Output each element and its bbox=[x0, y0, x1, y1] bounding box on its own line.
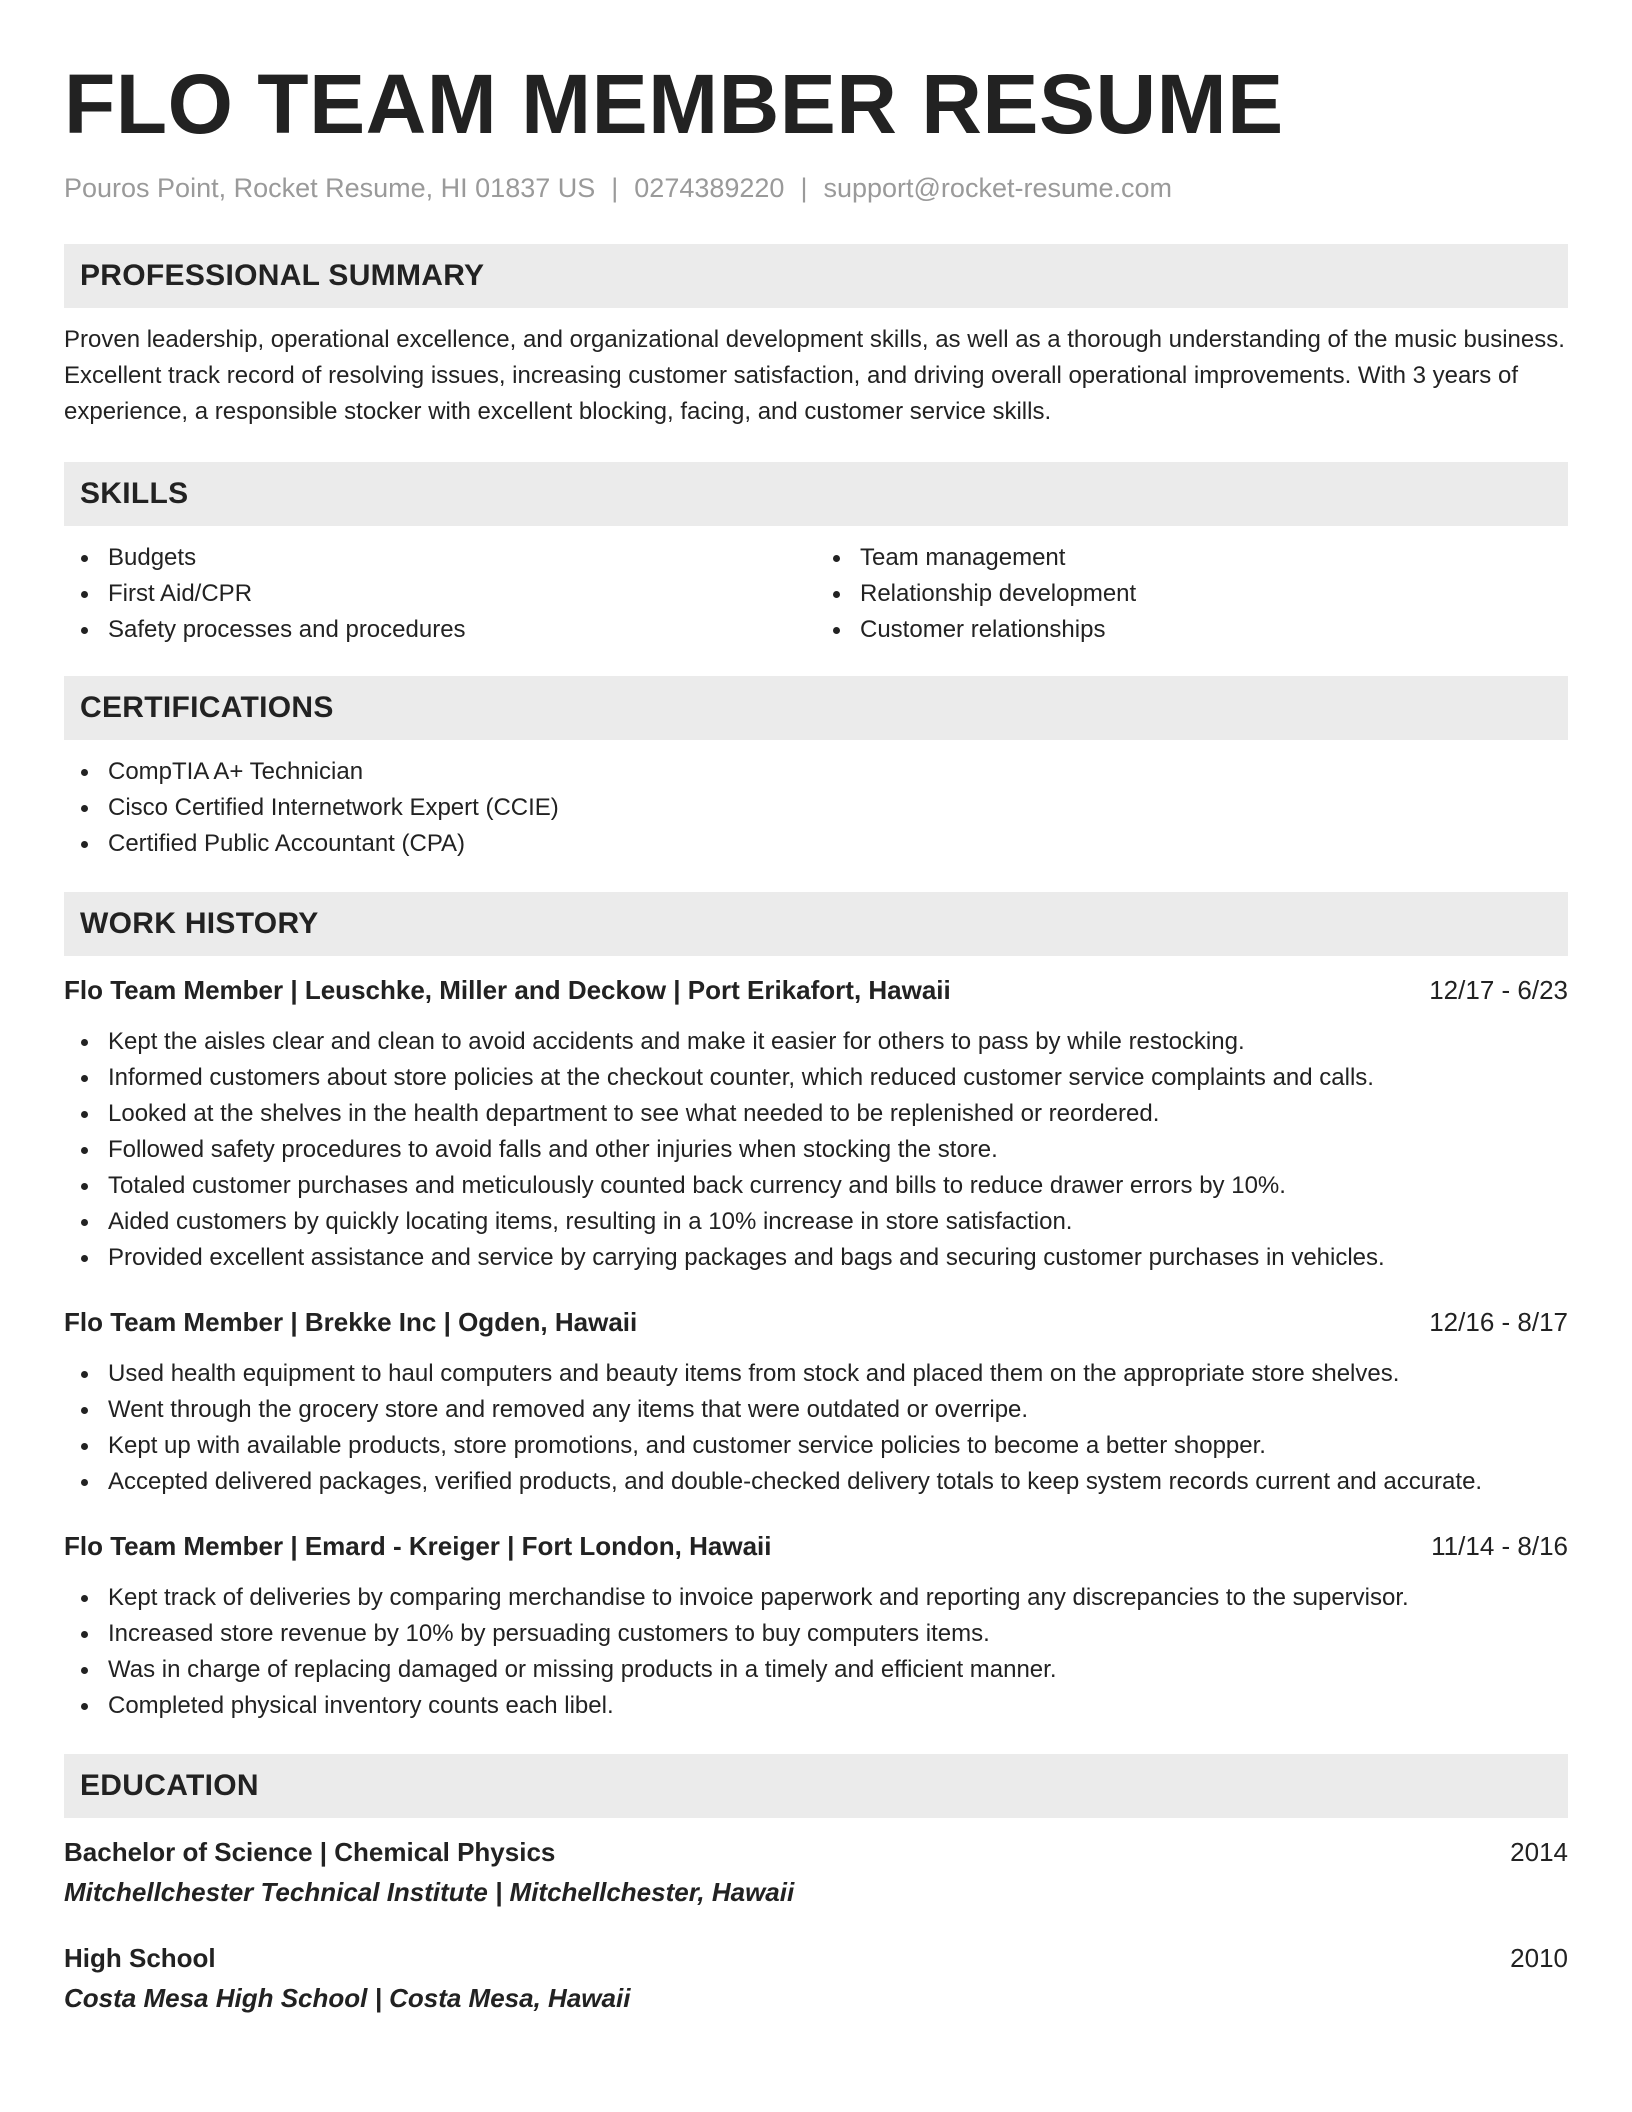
skill-item: Safety processes and procedures bbox=[64, 612, 816, 648]
education-degree: Bachelor of Science | Chemical Physics bbox=[64, 1837, 556, 1867]
job-bullets bbox=[64, 1580, 1568, 1724]
certifications-list bbox=[64, 754, 1568, 862]
job-bullet: Aided customers by quickly locating items, resulting in a 10% increase in store satisfaction. bbox=[64, 1204, 1568, 1240]
summary-text: Proven leadership, operational excellence, and organizational development skills, as well as a thorough understanding of the music business. Excellent track record of resolving issues, increasing customer satisfaction, and driving overall operational improvements. With 3 years of experience, a responsible stocker with excellent blocking, facing, and customer service skills. bbox=[64, 326, 1565, 425]
job-title: Flo Team Member | Emard - Kreiger | Fort London, Hawaii bbox=[64, 1531, 772, 1561]
skills-column-left bbox=[64, 540, 816, 648]
job-bullet: Completed physical inventory counts each libel. bbox=[64, 1688, 1568, 1724]
job-bullet: Was in charge of replacing damaged or missing products in a timely and efficient manner. bbox=[64, 1652, 1568, 1688]
skill-item: Budgets bbox=[64, 540, 816, 576]
job-bullet: Informed customers about store policies at the checkout counter, which reduced customer service complaints and calls. bbox=[64, 1060, 1568, 1096]
job-entry bbox=[64, 1528, 1568, 1724]
section-heading-work-history: WORK HISTORY bbox=[64, 892, 1568, 956]
job-entry bbox=[64, 972, 1568, 1276]
education-school: Mitchellchester Technical Institute | Mitchellchester, Hawaii bbox=[64, 1877, 795, 1907]
job-title: Flo Team Member | Brekke Inc | Ogden, Hawaii bbox=[64, 1307, 638, 1337]
certification-item: Cisco Certified Internetwork Expert (CCIE) bbox=[64, 790, 1568, 826]
certification-item: Certified Public Accountant (CPA) bbox=[64, 826, 1568, 862]
job-bullet: Kept track of deliveries by comparing merchandise to invoice paperwork and reporting any discrepancies to the supervisor. bbox=[64, 1580, 1568, 1616]
education-degree: High School bbox=[64, 1943, 216, 1973]
skills-column-right bbox=[816, 540, 1568, 648]
section-heading-summary: PROFESSIONAL SUMMARY bbox=[64, 244, 1568, 308]
contact-phone: 0274389220 bbox=[634, 173, 785, 203]
education-entry bbox=[64, 1834, 1568, 1910]
job-bullets bbox=[64, 1356, 1568, 1500]
section-heading-skills: SKILLS bbox=[64, 462, 1568, 526]
job-dates: 11/14 - 8/16 bbox=[1431, 1531, 1568, 1561]
skill-item: First Aid/CPR bbox=[64, 576, 816, 612]
education-header bbox=[64, 1940, 1568, 1976]
education-header bbox=[64, 1834, 1568, 1870]
job-title: Flo Team Member | Leuschke, Miller and Deckow | Port Erikafort, Hawaii bbox=[64, 975, 951, 1005]
job-dates: 12/16 - 8/17 bbox=[1429, 1307, 1568, 1337]
resume-title: FLO TEAM MEMBER RESUME bbox=[64, 57, 1284, 151]
section-heading-certifications: CERTIFICATIONS bbox=[64, 676, 1568, 740]
education-entry bbox=[64, 1940, 1568, 2016]
job-entry bbox=[64, 1304, 1568, 1500]
skill-item: Team management bbox=[816, 540, 1568, 576]
job-bullet: Totaled customer purchases and meticulously counted back currency and bills to reduce drawer errors by 10%. bbox=[64, 1168, 1568, 1204]
contact-line bbox=[64, 170, 1568, 206]
job-header bbox=[64, 1528, 1568, 1564]
skill-item: Relationship development bbox=[816, 576, 1568, 612]
job-bullet: Followed safety procedures to avoid falls and other injuries when stocking the store. bbox=[64, 1132, 1568, 1168]
job-bullets bbox=[64, 1024, 1568, 1276]
certification-item: CompTIA A+ Technician bbox=[64, 754, 1568, 790]
job-header bbox=[64, 972, 1568, 1008]
contact-separator: | bbox=[611, 173, 619, 203]
section-heading-education: EDUCATION bbox=[64, 1754, 1568, 1818]
education-year: 2010 bbox=[1510, 1943, 1568, 1973]
job-bullet: Used health equipment to haul computers and beauty items from stock and placed them on the appropriate store shelves. bbox=[64, 1356, 1568, 1392]
education-year: 2014 bbox=[1510, 1837, 1568, 1867]
education-school: Costa Mesa High School | Costa Mesa, Hawaii bbox=[64, 1983, 631, 2013]
job-bullet: Kept the aisles clear and clean to avoid accidents and make it easier for others to pass by while restocking. bbox=[64, 1024, 1568, 1060]
skill-item: Customer relationships bbox=[816, 612, 1568, 648]
contact-separator: | bbox=[800, 173, 808, 203]
job-dates: 12/17 - 6/23 bbox=[1429, 975, 1568, 1005]
job-bullet: Went through the grocery store and removed any items that were outdated or overripe. bbox=[64, 1392, 1568, 1428]
contact-address: Pouros Point, Rocket Resume, HI 01837 US bbox=[64, 173, 596, 203]
job-bullet: Kept up with available products, store promotions, and customer service policies to become a better shopper. bbox=[64, 1428, 1568, 1464]
job-bullet: Looked at the shelves in the health department to see what needed to be replenished or reordered. bbox=[64, 1096, 1568, 1132]
skills-list bbox=[64, 540, 1568, 648]
job-bullet: Increased store revenue by 10% by persuading customers to buy computers items. bbox=[64, 1616, 1568, 1652]
job-bullet: Accepted delivered packages, verified products, and double-checked delivery totals to keep system records current and accurate. bbox=[64, 1464, 1568, 1500]
job-bullet: Provided excellent assistance and service by carrying packages and bags and securing customer purchases in vehicles. bbox=[64, 1240, 1568, 1276]
job-header bbox=[64, 1304, 1568, 1340]
contact-email: support@rocket-resume.com bbox=[823, 173, 1172, 203]
